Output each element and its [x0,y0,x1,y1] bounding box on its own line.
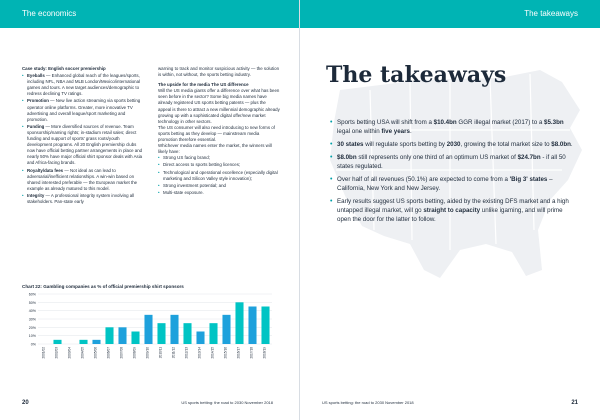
takeaway-item: • 30 states will regulate sports betting by 2030, growing the total market size to $8.0bn. [330,140,578,149]
x-tick-label: 2003/04 [67,347,72,359]
takeaway-item: • Over half of all revenues (50.1%) are expected to come from a 'Big 3' states – California, New York and New Jersey. [330,175,578,193]
x-tick-label: 2002/03 [54,347,59,359]
bar-2018/19 [261,307,269,345]
x-tick-label: 2010/11 [158,347,163,359]
x-tick-label: 2009/10 [145,347,150,359]
bar-2015/16 [222,315,230,344]
takeaway-item: • $8.0bn still represents only one third of an optimum US market of $24.7bn - if all 50 states regulated. [330,153,578,171]
chart-title: Chart 22: Gambling companies as % of official premiership shirt sponsors [22,284,184,289]
case-study-list [22,73,144,205]
x-tick-label: 2017/18 [249,347,254,359]
bar-chart [22,292,280,368]
x-tick-label: 2007/08 [119,347,124,359]
left-column-text [22,66,144,206]
bar-2010/11 [157,323,165,344]
case-study-item: • Promotion — New live action streaming via sports betting operator online platforms. Greater, more innovative TV advertising and overall league/sport marketing and promotion. [22,98,144,122]
takeaway-item: • Early results suggest US sports betting, aided by the existing DFS market and a high untapped illegal market, will go straight to capacity unlike igaming, and will prime open the door for the latter to follow. [330,197,578,224]
winner-item: • Technological and operational excellence (especially digital marketing and Silicon Valley style innovation); [158,170,280,182]
bar-2014/15 [209,323,217,344]
right-column-text [158,66,280,197]
y-tick-label: 60% [28,292,36,297]
x-tick-label: 2004/05 [80,347,85,359]
x-tick-label: 2016/17 [236,347,241,359]
bar-2016/17 [235,302,243,344]
winner-item: • Strong investment potential; and [158,183,280,189]
y-tick-label: 10% [28,334,36,339]
y-tick-label: 20% [28,325,36,330]
y-tick-label: 40% [28,309,36,314]
winner-item: • Multi-state exposure. [158,190,280,196]
bar-2008/09 [131,332,139,345]
right-page [300,0,600,420]
bar-2004/05 [79,340,87,344]
takeaway-item: • Sports betting USA will shift from a $10.4bn GGR illegal market (2017) to a $5.3bn legal one within five years. [330,118,578,136]
x-tick-label: 2011/12 [171,347,176,359]
x-tick-label: 2001/02 [41,347,46,359]
paragraph-3: Whichever media names enter the market, the winners will likely have: [158,143,272,155]
bar-2011/12 [170,315,178,344]
section-title: The economics [22,9,77,18]
x-tick-label: 2012/13 [184,347,189,359]
page-number: 20 [22,400,29,406]
winner-item: • Direct access to sports betting licences; [158,162,280,168]
page-number: 21 [571,400,578,406]
x-tick-label: 2018/19 [262,347,267,359]
x-tick-label: 2005/06 [93,347,98,359]
winners-list [158,155,280,196]
bar-2017/18 [248,307,256,345]
x-tick-label: 2008/09 [132,347,137,359]
takeaways-heading: The takeaways [326,62,507,88]
x-tick-label: 2014/15 [210,347,215,359]
x-tick-label: 2006/07 [106,347,111,359]
paragraph-2: The US consumer will also need introducing to new forms of sports betting as they develop — mainstream media promotion therefore essential. [158,124,275,143]
bar-2007/08 [118,327,126,344]
chart [22,284,280,368]
x-tick-label: 2013/14 [197,347,202,359]
bar-2002/03 [53,340,61,344]
y-tick-label: 30% [28,317,36,322]
running-footer: US sports betting: the road to 2030 November 2018 [322,400,414,405]
bar-2009/10 [144,315,152,344]
case-study-item: • Funding — More diversified sources of revenue. Team sponsorship/naming rights; in-stadium retail sales; direct funding and support of sports' grass roots/youth development programs. All 20 English premiership clubs now have official betting partner arrangements in place and nearly 50% have major official shirt sponsor deals with Asia and Africa-facing brands. [22,124,144,167]
bar-2005/06 [92,340,100,344]
winner-item: • Strong US facing brand; [158,155,280,161]
bar-2013/14 [196,332,204,345]
y-tick-label: 0% [30,342,36,347]
case-study-item: • Royalty/data fees — Not ideal as can lead to adversarial/inefficient relationships. A win-win based on shared interested preferable — the European market the example as already matured to this model. [22,168,144,192]
bar-2012/13 [183,323,191,344]
bar-2006/07 [105,327,113,344]
case-study-title: Case study: English soccer premiership [22,66,106,71]
case-study-item: • Eyeballs — Enhanced global reach of the leagues/sports, including NFL, NBA and MLB London/Mexico/international games and tours. A new target audiences/demographic to redress declining TV ratings. [22,73,144,97]
section-title: The takeaways [524,9,578,18]
media-heading: The upside for the media The US difference [158,82,249,88]
takeaways-list [330,118,578,228]
case-study-item: • Integrity — A professional integrity system involving all stakeholders. Pan-state early [22,193,144,205]
y-tick-label: 50% [28,300,36,305]
x-tick-label: 2015/16 [223,347,228,359]
intro-paragraph: warning to track and monitor suspicious activity — the solution is within, not without, the sports betting industry. [158,66,280,78]
running-footer: US sports betting: the road to 2030 November 2018 [181,400,273,405]
paragraph-1: Will the US media giants offer a difference over what has been seen before in the sector? Some big media names have already registered US sports betting patents — plus the appeal is there to attract a new millennial demographic already growing up with a sophisticated digital offer/new market technology in other sectors. [158,88,280,124]
